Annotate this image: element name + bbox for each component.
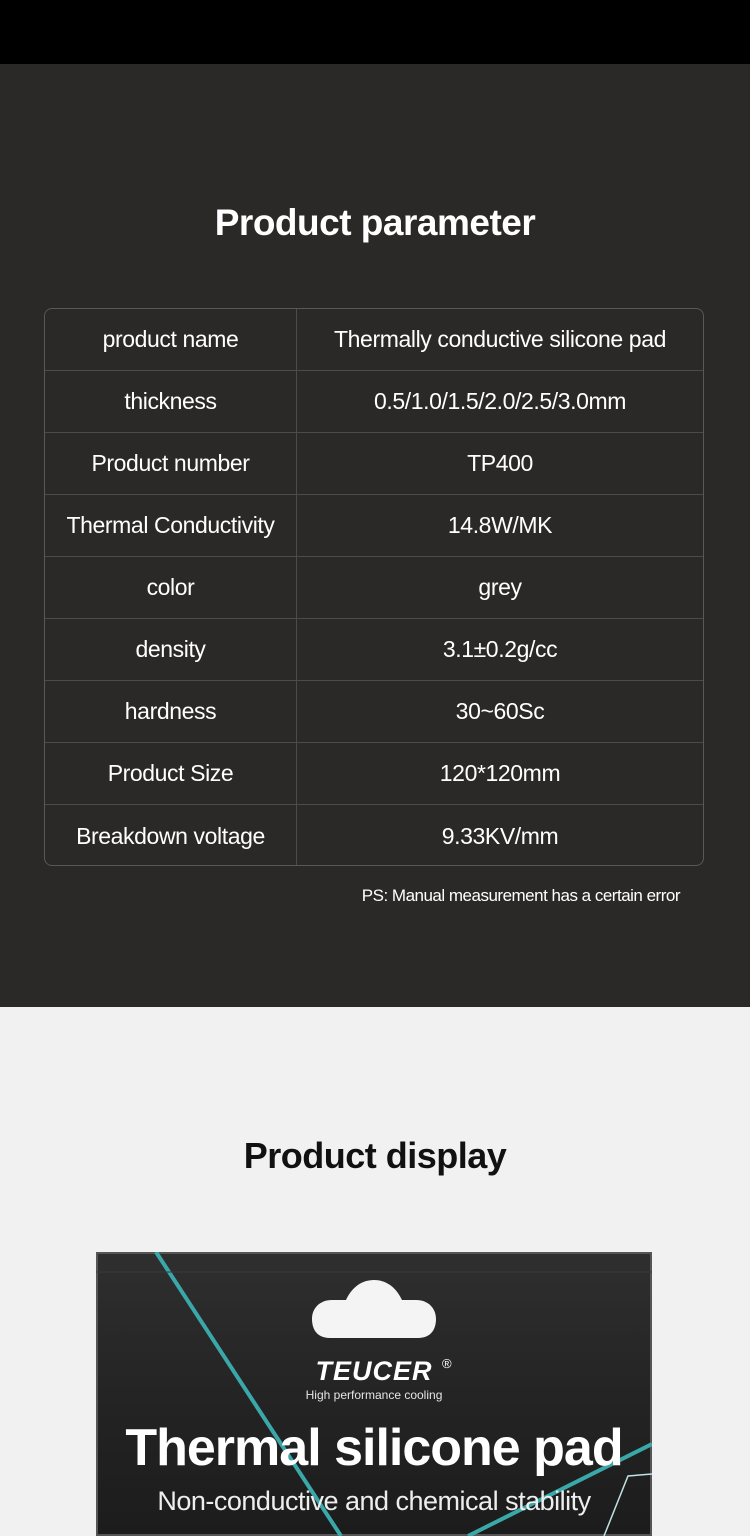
table-row [45,681,703,743]
display-section-title: Product display [243,1135,507,1176]
table-row [45,371,703,433]
row-value: 9.33KV/mm [441,822,559,849]
table-row [45,433,703,495]
row-label: product name [45,309,297,370]
row-value: TP400 [467,450,533,476]
package-subline: Non-conductive and chemical stability [157,1486,591,1516]
parameter-table [44,308,704,866]
parameter-section-title: Product parameter [214,202,536,243]
row-value: 14.8W/MK [447,512,553,538]
row-label: Breakdown voltage [45,805,297,866]
row-value: 30~60Sc [455,698,545,724]
table-row [45,619,703,681]
product-package-image [96,1252,652,1536]
parameter-section [0,64,750,1007]
row-label: thickness [45,371,297,432]
registered-mark: ® [442,1356,452,1371]
package-headline: Thermal silicone pad [125,1419,623,1477]
table-row [45,495,703,557]
hang-hole-icon [312,1278,436,1340]
row-label: hardness [45,681,297,742]
row-label: Product number [45,433,297,494]
row-value: 120*120mm [439,760,561,786]
row-value: grey [478,574,522,600]
brand-tagline: High performance cooling [305,1388,443,1402]
row-label: Product Size [45,743,297,804]
row-value: 3.1±0.2g/cc [442,636,558,662]
table-row [45,309,703,371]
row-value: 0.5/1.0/1.5/2.0/2.5/3.0mm [373,388,627,414]
row-label: density [45,619,297,680]
table-row [45,743,703,805]
table-row [45,557,703,619]
table-row [45,805,703,866]
row-label: Thermal Conductivity [45,495,297,556]
top-strip [0,0,750,64]
measurement-note: PS: Manual measurement has a certain error [361,886,680,905]
brand-logo: TEUCER [315,1356,433,1386]
row-value: Thermally conductive silicone pad [334,326,666,352]
row-label: color [45,557,297,618]
